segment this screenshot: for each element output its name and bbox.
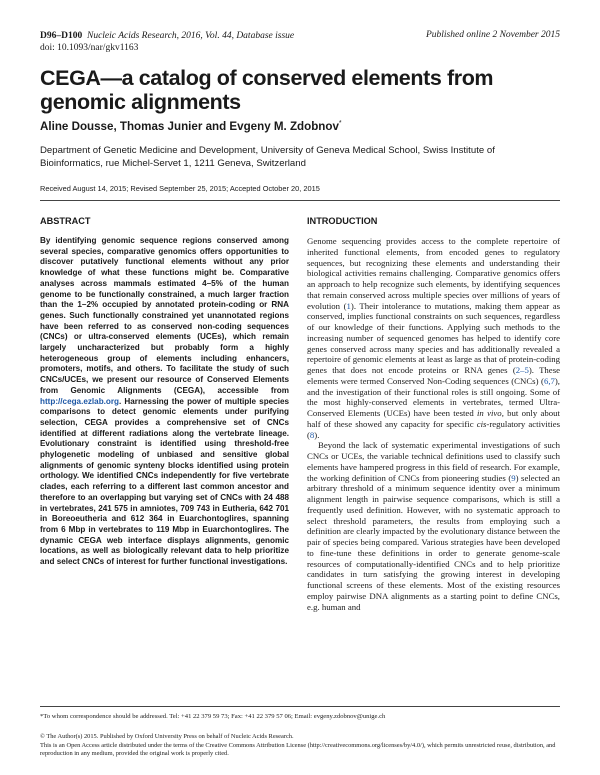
intro-paragraph-1: Genome sequencing provides access to the complete repertoire of inherited functional elements, from encoded genes to regulatory sequences, but recognizing these elements and understanding their biological activities remains challenging. Comparative genomics offers an approach to help recognize such elements, by identifying sequences that remain conserved across multiple species over millions of years of evolution (1). Their intolerance to mutations, making them appear as conserved, implies functional constraints on such sequences, regardless of our knowledge of their functions. Applying such methods to the increasing number of sequenced genomes has helped to identify core genes conserved across many species and has additionally revealed a repertoire of genomic elements at least as large as that of protein-coding genes that does not encode proteins or RNA genes (2–5). These elements were termed Conserved Non-Coding sequences (CNCs) (6,7), and the investigation of their functional roles is still ongoing. Some of the most highly-conserved elements in vertebrates, termed Ultra-Conserved Elements (UCEs) have been tested in vivo, but only about half of these showed any capacity for specific cis-regulatory activities (8). [307, 236, 560, 440]
abstract-body [40, 236, 289, 568]
page-range: D96–D100 [40, 31, 83, 41]
header-divider [40, 200, 560, 201]
copyright-line: © The Author(s) 2015. Published by Oxford University Press on behalf of Nucleic Acids Research. [40, 733, 294, 740]
running-header [40, 30, 294, 54]
copyright-notice [40, 733, 560, 759]
affiliation: Department of Genetic Medicine and Development, University of Geneva Medical School, Swiss Institute of Bioinformatics, rue Michel-Servet 1, 1211 Geneva, Switzerland [40, 145, 495, 169]
citation-link[interactable]: 1 [346, 300, 351, 311]
corresponding-author-footnote: *To whom correspondence should be addressed. Tel: +41 22 379 59 73; Fax: +41 22 379 57 06; Email: evgeny.zdobnov@unige.ch [40, 713, 386, 720]
published-date: Published online 2 November 2015 [425, 30, 560, 40]
citation-link[interactable]: 2–5 [515, 365, 529, 375]
intro-paragraph-2: Beyond the lack of systematic experimental investigations of such CNCs or UCEs, the variable technical definitions used to classify such elements have hampered progress in this field of research. For example, the working definition of CNCs from pioneering studies (9) selected an arbitrary threshold of a minimum sequence identity over a minimum alignment length in pairwise sequence comparisons, which is still a frequently used definition. However, with no systematic approach to select threshold parameters, the results from employing such a definition are clearly impacted by the evolutionary distance between the pair of species being compared. Various strategies have been developed to fine-tune these definitions in order to generate genome-scale resources of computationally-identified CNCs and to help prioritize candidates in turn satisfying the growing interest in developing functional screens of these elements. Most of the existing resources employ pairwise DNA alignments as a starting point to define CNCs, e.g. human and [307, 440, 560, 612]
license-statement: This is an Open Access article distributed under the terms of the Creative Commons Attribution License (http://creativecommons.org/licenses/by/4.0/), which permits unrestricted reuse, distribution, and reproduction in any medium, provided the original work is properly cited. [40, 741, 556, 758]
introduction-heading: INTRODUCTION [307, 216, 378, 226]
footnote-divider [40, 706, 560, 707]
abstract-text-part-1: By identifying genomic sequence regions conserved among several species, comparative genomics offers opportunities to discover putatively functional elements without any prior knowledge of what these functions might be. Comparative analyses across mammals estimated 4–5% of the human genome to be functionally constrained, a much larger fraction than the 1–2% occupied by annotated protein-coding or RNA genes. Such functionally constrained yet unannotated regions have been referred to as conserved non-coding sequences (CNCs) or ultra-conserved elements (UCEs), which remain largely uncharacterized but probably form a highly heterogeneous group of elements including enhancers, promoters, motifs, and others. To facilitate the study of such CNCs/UCEs, we present our resource of Conserved Elements from Genomic Alignments (CEGA), accessible from [40, 236, 289, 395]
journal-citation: Nucleic Acids Research, 2016, Vol. 44, Database issue [86, 31, 295, 41]
citation-link[interactable]: 8 [309, 429, 315, 440]
introduction-body [307, 236, 560, 612]
citation-link[interactable]: 6,7 [543, 375, 555, 386]
author-names: Aline Dousse, Thomas Junier and Evgeny M. Zdobnov [40, 120, 339, 133]
corresponding-author-mark: * [338, 120, 342, 128]
cega-url-link[interactable]: http://cega.ezlab.org [40, 396, 120, 406]
abstract-text-part-2: . Harnessing the power of multiple species comparisons to detect genomic elements under purifying selection, CEGA provides a comprehensive set of CNCs identified at different radiations along the vertebrate lineage. Evolutionary constraint is identified using threshold-free phylogenetic modeling of unbiased and sensitive global alignments of genomic synteny blocks identified using protein orthology. We identified CNCs independently for five vertebrate clades, each referring to a different last common ancestor and therefore to an overlapping but varying set of CNCs with 24 488 in vertebrates, 241 575 in amniotes, 709 743 in Eutheria, 642 701 in Boreoeutheria and 612 364 in Euarchontoglires, spanning from 6 Mbp in vertebrates to 119 Mbp in Euarchontoglires. The dynamic CEGA web interface displays alignments, genomic locations, as well as biologically relevant data to help prioritize and select CNCs of interest for further functional investigations. [40, 396, 289, 567]
submission-dates: Received August 14, 2015; Revised September 25, 2015; Accepted October 20, 2015 [40, 184, 320, 193]
doi[interactable]: doi: 10.1093/nar/gkv1163 [40, 43, 139, 53]
citation-link[interactable]: 9 [511, 472, 516, 483]
abstract-heading: ABSTRACT [40, 216, 91, 226]
article-title: CEGA—a catalog of conserved elements from genomic alignments [40, 66, 494, 114]
author-list [40, 120, 342, 133]
